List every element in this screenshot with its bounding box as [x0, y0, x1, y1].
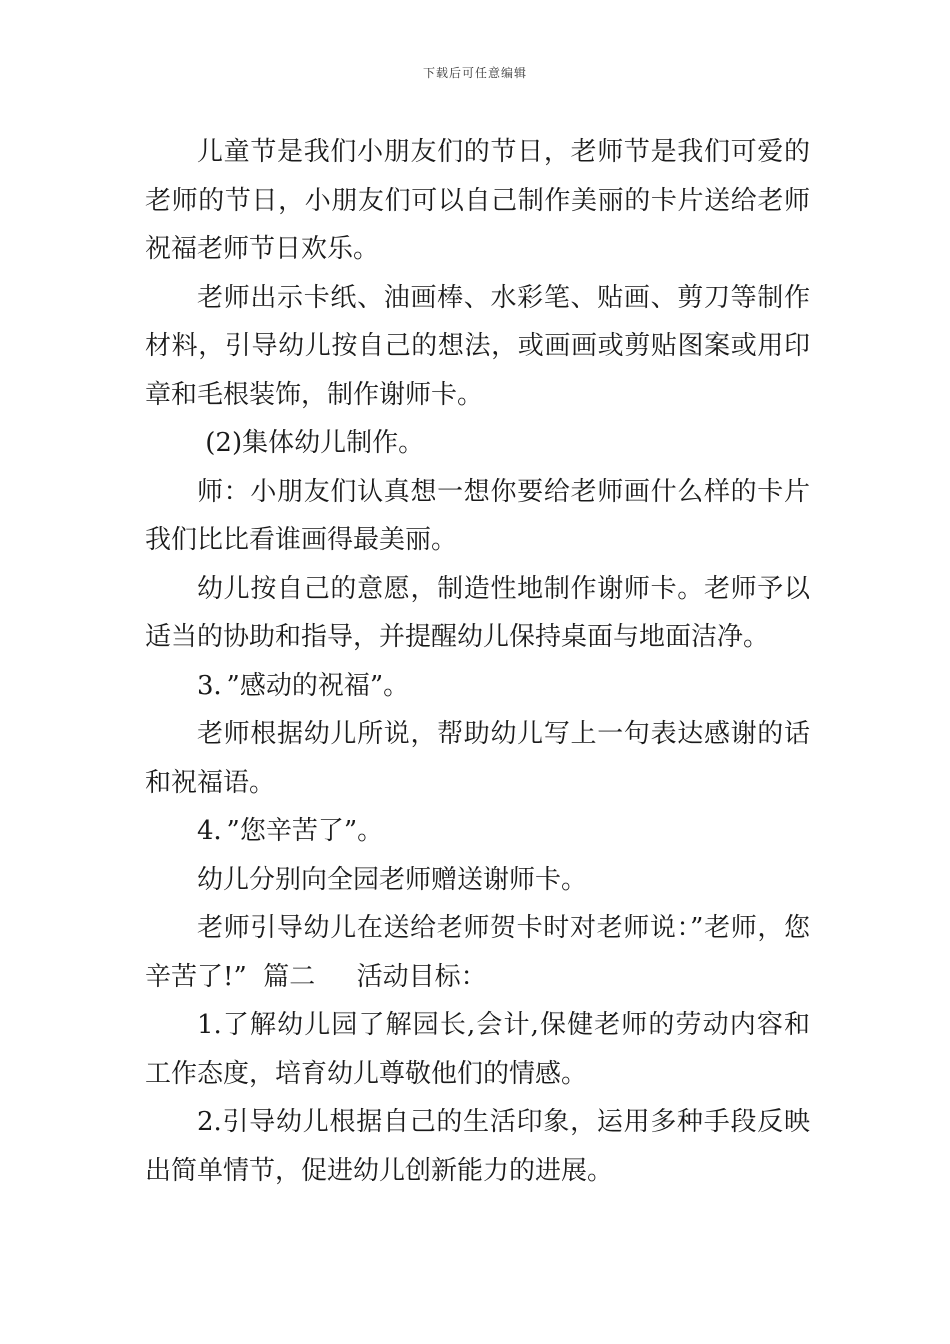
page-header-note: 下载后可任意编辑 [422, 66, 527, 80]
paragraph-6: 3．”感动的祝福”。 [197, 670, 410, 701]
paragraph-2: 老师出示卡纸、油画棒、水彩笔、贴画、剪刀等制作材料，引导幼儿按自己的想法，或画画或剪贴图案或用印章和毛根装饰，制作谢师卡。 [145, 282, 810, 410]
paragraph-10: 老师引导幼儿在送给老师贺卡时对老师说：”老师，您辛苦了!” 篇二 活动目标： [145, 913, 810, 992]
paragraph-1: 儿童节是我们小朋友们的节日，老师节是我们可爱的老师的节日，小朋友们可以自己制作美丽的卡片送给老师祝福老师节日欢乐。 [145, 137, 810, 264]
paragraph-12: 2.引导幼儿根据自己的生活印象，运用多种手段反映出简单情节，促进幼儿创新能力的进展。 [145, 1107, 810, 1186]
paragraph-9: 幼儿分别向全园老师赠送谢师卡。 [197, 864, 588, 895]
paragraph-7: 老师根据幼儿所说，帮助幼儿写上一句表达感谢的话和祝福语。 [145, 719, 810, 798]
document-body [145, 128, 810, 1195]
paragraph-4: 师：小朋友们认真想一想你要给老师画什么样的卡片我们比比看谁画得最美丽。 [145, 476, 810, 555]
paragraph-11: 1.了解幼儿园了解园长,会计,保健老师的劳动内容和工作态度，培育幼儿尊敬他们的情感。 [145, 1010, 810, 1089]
paragraph-8: 4．”您辛苦了”。 [197, 816, 384, 846]
paragraph-5: 幼儿按自己的意愿，制造性地制作谢师卡。老师予以适当的协助和指导，并提醒幼儿保持桌面与地面洁净。 [145, 573, 810, 652]
paragraph-3: (2)集体幼儿制作。 [197, 428, 425, 458]
